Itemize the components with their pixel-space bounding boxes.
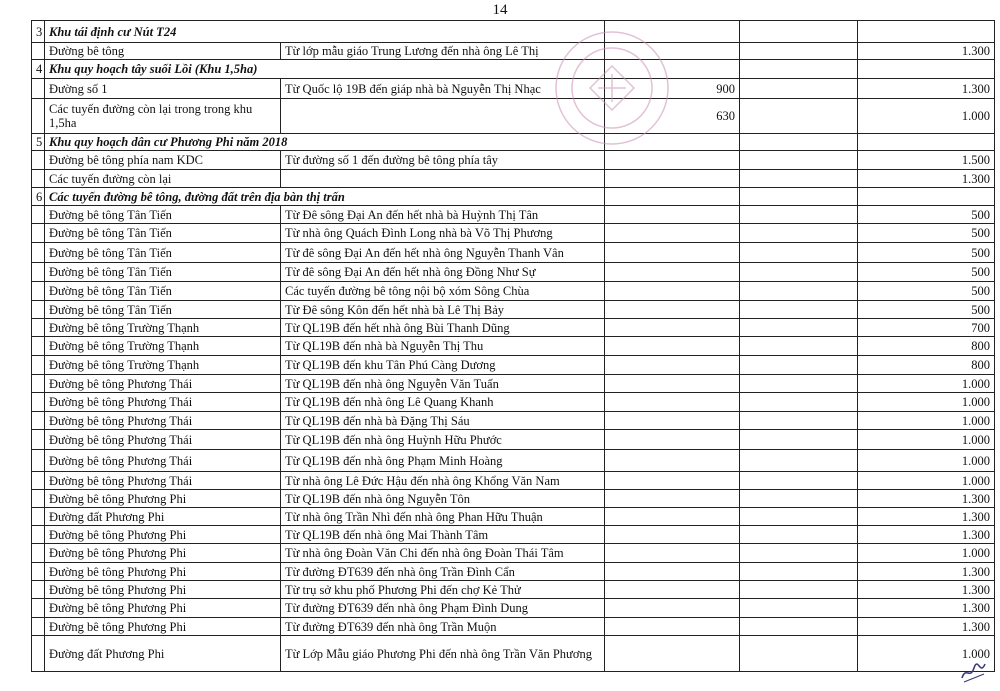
price-value: 1.300: [858, 508, 995, 526]
empty-cell: [740, 375, 858, 393]
empty-cell: [740, 337, 858, 356]
table-row: [32, 319, 995, 337]
price-old: [605, 544, 740, 563]
empty-cell: [740, 450, 858, 472]
price-old: [605, 636, 740, 672]
road-name: Đường bê tông Tân Tiến: [45, 282, 281, 301]
empty-cell: [740, 526, 858, 544]
empty-cell: [858, 60, 995, 79]
road-segment: Từ đường ĐT639 đến nhà ông Phạm Đình Dung: [281, 599, 605, 618]
empty-cell: [32, 43, 45, 60]
section-row: [32, 60, 995, 79]
road-name: Đường bê tông Phương Thái: [45, 430, 281, 450]
price-value: 500: [858, 224, 995, 243]
empty-cell: [32, 599, 45, 618]
empty-cell: [858, 134, 995, 151]
price-old: [605, 206, 740, 224]
empty-cell: [32, 356, 45, 375]
price-value: 1.000: [858, 636, 995, 672]
price-value: 1.300: [858, 618, 995, 636]
price-old: [605, 224, 740, 243]
table-row: [32, 563, 995, 581]
price-value: 1.300: [858, 526, 995, 544]
price-old: [605, 356, 740, 375]
road-name: Đường bê tông phía nam KDC: [45, 151, 281, 170]
price-value: 1.000: [858, 472, 995, 490]
price-old: [605, 526, 740, 544]
section-number: 5: [32, 134, 45, 151]
empty-cell: [32, 301, 45, 319]
price-value: 1.000: [858, 393, 995, 412]
table-row: [32, 43, 995, 60]
empty-cell: [32, 224, 45, 243]
table-row: [32, 508, 995, 526]
empty-cell: [32, 430, 45, 450]
empty-cell: [740, 490, 858, 508]
road-segment: Từ QL19B đến nhà ông Lê Quang Khanh: [281, 393, 605, 412]
price-old: [605, 430, 740, 450]
price-value: 500: [858, 206, 995, 224]
table-row: [32, 375, 995, 393]
price-value: 800: [858, 356, 995, 375]
empty-cell: [740, 263, 858, 282]
road-name: Đường bê tông Phương Phi: [45, 544, 281, 563]
road-segment: Từ Lớp Mẫu giáo Phương Phi đến nhà ông Trần Văn Phương: [281, 636, 605, 672]
road-name: Đường bê tông Tân Tiến: [45, 206, 281, 224]
empty-cell: [32, 206, 45, 224]
empty-cell: [740, 224, 858, 243]
empty-cell: [740, 319, 858, 337]
road-name: Đường bê tông Phương Phi: [45, 599, 281, 618]
price-old: [605, 170, 740, 188]
price-old: [605, 393, 740, 412]
empty-cell: [32, 243, 45, 263]
road-segment: Từ nhà ông Lê Đức Hậu đến nhà ông Khổng Văn Nam: [281, 472, 605, 490]
price-value: 1.000: [858, 450, 995, 472]
road-segment: [281, 99, 605, 134]
road-name: Đường bê tông Phương Thái: [45, 375, 281, 393]
empty-cell: [740, 151, 858, 170]
table-row: [32, 472, 995, 490]
road-segment: Từ QL19B đến nhà ông Nguyễn Văn Tuấn: [281, 375, 605, 393]
table-row: [32, 301, 995, 319]
section-number: 4: [32, 60, 45, 79]
price-value: 1.300: [858, 170, 995, 188]
price-value: 1.300: [858, 79, 995, 99]
empty-cell: [32, 151, 45, 170]
road-segment: Từ Đê sông Đại An đến hết nhà bà Huỳnh Thị Tân: [281, 206, 605, 224]
page-number: 14: [492, 2, 508, 18]
road-segment: Từ nhà ông Đoàn Văn Chi đến nhà ông Đoàn Thái Tâm: [281, 544, 605, 563]
price-value: 1.000: [858, 375, 995, 393]
table-row: [32, 99, 995, 134]
empty-cell: [740, 188, 858, 206]
price-value: 1.300: [858, 490, 995, 508]
empty-cell: [32, 508, 45, 526]
table-row: [32, 243, 995, 263]
empty-cell: [858, 21, 995, 43]
price-value: 1.300: [858, 563, 995, 581]
empty-cell: [740, 79, 858, 99]
table-row: [32, 544, 995, 563]
section-title: Khu quy hoạch dân cư Phương Phi năm 2018: [45, 134, 605, 151]
empty-cell: [32, 472, 45, 490]
empty-cell: [740, 99, 858, 134]
price-old: [605, 618, 740, 636]
road-segment: Từ QL19B đến hết nhà ông Bùi Thanh Dũng: [281, 319, 605, 337]
price-old: [605, 243, 740, 263]
road-segment: Từ QL19B đến nhà bà Đặng Thị Sáu: [281, 412, 605, 430]
empty-cell: [740, 563, 858, 581]
section-number: 3: [32, 21, 45, 43]
empty-cell: [740, 508, 858, 526]
road-name: Đường bê tông Trường Thạnh: [45, 356, 281, 375]
empty-cell: [740, 301, 858, 319]
empty-cell: [32, 581, 45, 599]
empty-cell: [605, 21, 740, 43]
price-old: [605, 490, 740, 508]
price-old: [605, 450, 740, 472]
empty-cell: [740, 206, 858, 224]
empty-cell: [740, 618, 858, 636]
price-value: 1.300: [858, 43, 995, 60]
price-value: 1.000: [858, 544, 995, 563]
road-name: Đường bê tông Tân Tiến: [45, 301, 281, 319]
empty-cell: [32, 412, 45, 430]
road-name: Đường bê tông Trường Thạnh: [45, 337, 281, 356]
road-name: Đường bê tông Phương Phi: [45, 618, 281, 636]
road-segment: Từ đường ĐT639 đến nhà ông Trần Đình Cẩn: [281, 563, 605, 581]
table-row: [32, 282, 995, 301]
road-segment: Từ lớp mẫu giáo Trung Lương đến nhà ông Lê Thị: [281, 43, 605, 60]
road-segment: Từ nhà ông Trần Nhì đến nhà ông Phan Hữu Thuận: [281, 508, 605, 526]
price-value: 1.000: [858, 412, 995, 430]
empty-cell: [740, 243, 858, 263]
road-segment: Từ QL19B đến nhà bà Nguyễn Thị Thu: [281, 337, 605, 356]
road-segment: Từ QL19B đến nhà ông Mai Thành Tâm: [281, 526, 605, 544]
road-name: Đường bê tông Phương Thái: [45, 450, 281, 472]
empty-cell: [32, 263, 45, 282]
empty-cell: [740, 170, 858, 188]
road-name: Các tuyến đường còn lại: [45, 170, 281, 188]
section-row: [32, 188, 995, 206]
road-segment: Từ Đê sông Kôn đến hết nhà bà Lê Thị Bảy: [281, 301, 605, 319]
road-name: Đường bê tông Phương Thái: [45, 472, 281, 490]
table-row: [32, 206, 995, 224]
section-title: Các tuyến đường bê tông, đường đất trên địa bàn thị trấn: [45, 188, 605, 206]
price-old: [605, 319, 740, 337]
road-name: Đường số 1: [45, 79, 281, 99]
section-number: 6: [32, 188, 45, 206]
road-name: Đường đất Phương Phi: [45, 508, 281, 526]
road-segment: Từ QL19B đến khu Tân Phú Càng Dương: [281, 356, 605, 375]
price-old: 630: [605, 99, 740, 134]
empty-cell: [740, 60, 858, 79]
road-segment: Từ QL19B đến nhà ông Phạm Minh Hoàng: [281, 450, 605, 472]
road-name: Đường bê tông Phương Phi: [45, 526, 281, 544]
road-segment: Từ nhà ông Quách Đình Long nhà bà Võ Thị Phương: [281, 224, 605, 243]
price-old: [605, 263, 740, 282]
empty-cell: [740, 430, 858, 450]
empty-cell: [32, 79, 45, 99]
price-old: [605, 337, 740, 356]
empty-cell: [32, 618, 45, 636]
empty-cell: [740, 356, 858, 375]
price-old: [605, 43, 740, 60]
empty-cell: [32, 450, 45, 472]
price-old: [605, 375, 740, 393]
table-row: [32, 356, 995, 375]
price-old: [605, 599, 740, 618]
empty-cell: [32, 337, 45, 356]
price-old: [605, 301, 740, 319]
empty-cell: [32, 563, 45, 581]
road-name: Đường đất Phương Phi: [45, 636, 281, 672]
price-value: 500: [858, 263, 995, 282]
empty-cell: [740, 544, 858, 563]
price-value: 1.000: [858, 430, 995, 450]
table-row: [32, 337, 995, 356]
empty-cell: [740, 412, 858, 430]
empty-cell: [605, 60, 740, 79]
table-body: [32, 21, 995, 672]
price-old: [605, 151, 740, 170]
table-row: [32, 393, 995, 412]
price-value: 500: [858, 243, 995, 263]
price-value: 500: [858, 282, 995, 301]
road-name: Các tuyến đường còn lại trong trong khu 1,5ha: [45, 99, 281, 134]
price-value: 700: [858, 319, 995, 337]
section-row: [32, 134, 995, 151]
table-row: [32, 151, 995, 170]
price-value: 1.300: [858, 581, 995, 599]
empty-cell: [32, 375, 45, 393]
table-row: [32, 450, 995, 472]
table-row: [32, 170, 995, 188]
empty-cell: [605, 134, 740, 151]
road-name: Đường bê tông Tân Tiến: [45, 224, 281, 243]
empty-cell: [740, 282, 858, 301]
empty-cell: [740, 472, 858, 490]
empty-cell: [740, 581, 858, 599]
section-title: Khu tái định cư Nút T24: [45, 21, 605, 43]
empty-cell: [32, 544, 45, 563]
empty-cell: [32, 393, 45, 412]
empty-cell: [740, 21, 858, 43]
road-segment: Từ QL19B đến nhà ông Huỳnh Hữu Phước: [281, 430, 605, 450]
empty-cell: [858, 188, 995, 206]
section-title: Khu quy hoạch tây suối Lồi (Khu 1,5ha): [45, 60, 605, 79]
table-row: [32, 79, 995, 99]
road-name: Đường bê tông Phương Phi: [45, 581, 281, 599]
empty-cell: [32, 490, 45, 508]
empty-cell: [740, 134, 858, 151]
road-name: Đường bê tông Trường Thạnh: [45, 319, 281, 337]
price-old: 900: [605, 79, 740, 99]
empty-cell: [32, 526, 45, 544]
table-row: [32, 412, 995, 430]
table-row: [32, 599, 995, 618]
empty-cell: [32, 170, 45, 188]
road-segment: Các tuyến đường bê tông nội bộ xóm Sông Chùa: [281, 282, 605, 301]
table-row: [32, 636, 995, 672]
section-row: [32, 21, 995, 43]
price-old: [605, 581, 740, 599]
empty-cell: [740, 393, 858, 412]
empty-cell: [740, 43, 858, 60]
empty-cell: [32, 282, 45, 301]
price-value: 1.300: [858, 599, 995, 618]
road-name: Đường bê tông Phương Thái: [45, 393, 281, 412]
price-value: 1.500: [858, 151, 995, 170]
road-name: Đường bê tông Tân Tiến: [45, 243, 281, 263]
price-value: 500: [858, 301, 995, 319]
road-segment: Từ Quốc lộ 19B đến giáp nhà bà Nguyễn Thị Nhạc: [281, 79, 605, 99]
table-row: [32, 430, 995, 450]
road-segment: Từ trụ sở khu phố Phương Phi đến chợ Kẻ Thử: [281, 581, 605, 599]
road-segment: [281, 170, 605, 188]
road-name: Đường bê tông Phương Phi: [45, 563, 281, 581]
price-old: [605, 508, 740, 526]
table-row: [32, 581, 995, 599]
road-segment: Từ đường ĐT639 đến nhà ông Trần Muộn: [281, 618, 605, 636]
price-old: [605, 412, 740, 430]
road-name: Đường bê tông Tân Tiến: [45, 263, 281, 282]
table-row: [32, 618, 995, 636]
empty-cell: [32, 99, 45, 134]
table-row: [32, 526, 995, 544]
land-price-table: [31, 20, 995, 672]
empty-cell: [32, 319, 45, 337]
empty-cell: [605, 188, 740, 206]
empty-cell: [740, 599, 858, 618]
table-row: [32, 490, 995, 508]
road-name: Đường bê tông: [45, 43, 281, 60]
road-segment: Từ đê sông Đại An đến hết nhà ông Nguyễn Thanh Vân: [281, 243, 605, 263]
road-name: Đường bê tông Phương Thái: [45, 412, 281, 430]
price-value: 1.000: [858, 99, 995, 134]
price-old: [605, 472, 740, 490]
road-segment: Từ đê sông Đại An đến hết nhà ông Đồng Như Sự: [281, 263, 605, 282]
empty-cell: [32, 636, 45, 672]
price-old: [605, 282, 740, 301]
road-name: Đường bê tông Phương Phi: [45, 490, 281, 508]
table-row: [32, 224, 995, 243]
road-segment: Từ QL19B đến nhà ông Nguyễn Tôn: [281, 490, 605, 508]
price-old: [605, 563, 740, 581]
table-row: [32, 263, 995, 282]
price-value: 800: [858, 337, 995, 356]
road-segment: Từ đường số 1 đến đường bê tông phía tây: [281, 151, 605, 170]
empty-cell: [740, 636, 858, 672]
